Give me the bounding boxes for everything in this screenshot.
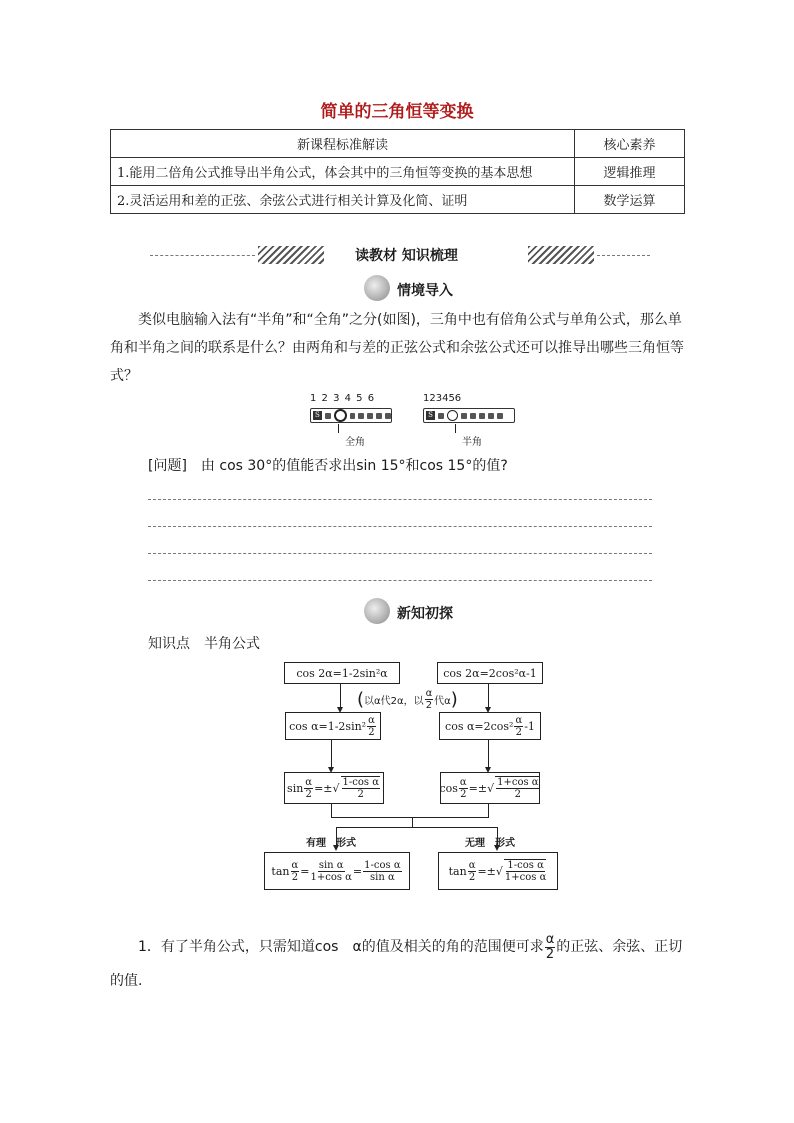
formula-text: tan [448, 864, 467, 878]
table-header: 新课程标准解读 [111, 130, 575, 158]
table-cell: 2.灵活运用和差的正弦、余弦公式进行相关计算及化简、证明 [111, 186, 575, 214]
half-width-moon-icon [447, 410, 458, 421]
denominator: 2 [291, 871, 299, 883]
box-cosa-cos-half [439, 712, 541, 740]
ime-dot-icon [358, 413, 364, 419]
paren-left: ( [357, 688, 365, 710]
fraction [367, 715, 376, 738]
ime-dot-icon [325, 413, 331, 419]
fraction [425, 688, 434, 711]
fraction [310, 860, 351, 883]
table-row [111, 186, 685, 214]
formula-text: sin [287, 781, 304, 795]
formula-text: =± [468, 781, 488, 795]
full-digits: 1 2 3 4 5 6 [310, 393, 376, 404]
formula-text: cos [439, 781, 458, 795]
pointer-line [455, 424, 456, 433]
equals-sign: = [300, 864, 310, 878]
divider [150, 255, 255, 256]
banner-stripes-left [258, 246, 324, 264]
denominator: 2 [468, 871, 476, 883]
standards-table [110, 129, 685, 214]
note-paragraph [110, 930, 685, 998]
box-cos2a-sin: cos 2α=1-2sin²α [284, 662, 400, 684]
radical-sign: √ [487, 781, 495, 795]
ime-dot-icon [461, 413, 467, 419]
divider [597, 255, 650, 256]
half-digits: 123456 [423, 393, 462, 404]
numerator: sin α [318, 859, 344, 871]
denominator: 2 [460, 788, 467, 800]
formula-text: cos α=1-2sin² [289, 719, 367, 733]
connector-line [331, 803, 332, 817]
answer-line [148, 499, 652, 500]
table-cell: 数学运算 [575, 186, 685, 214]
box-sin-half-root [284, 772, 384, 804]
square-root [487, 776, 540, 800]
section-heading: 情境导入 [397, 283, 453, 299]
numerator: α [545, 931, 555, 947]
connector-line [331, 817, 489, 818]
numerator: α [291, 859, 299, 871]
section-banner [150, 244, 650, 266]
box-cos-half-root [440, 772, 540, 804]
paren-right: ) [450, 688, 458, 710]
ime-logo-icon: S [426, 411, 435, 420]
equals-sign: = [352, 864, 363, 878]
ime-logo-icon: S [313, 411, 322, 420]
table-header: 核心素养 [575, 130, 685, 158]
pointer-line [338, 424, 339, 433]
banner-label: 读教材 知识梳理 [355, 248, 458, 264]
formula-text: =± [314, 781, 333, 795]
fraction [514, 715, 523, 738]
ime-dot-icon [367, 413, 373, 419]
fraction [545, 933, 556, 962]
box-tan-irrational [438, 852, 558, 890]
denominator: 2 [514, 789, 522, 800]
ime-dot-icon [479, 413, 485, 419]
radical-sign: √ [332, 781, 340, 795]
full-label: 全角 [345, 437, 365, 448]
intro-paragraph: 类似电脑输入法有“半角”和“全角”之分(如图)，三角中也有倍角公式与单角公式，那么单角和半角之间的联系是什么？由两角和与差的正弦公式和余弦公式还可以推导出哪些三角恒等式？ [110, 312, 684, 384]
box-cos2a-cos: cos 2α=2cos²α-1 [437, 662, 543, 684]
table-row [111, 158, 685, 186]
table-cell: 逻辑推理 [575, 158, 685, 186]
denominator: 2 [357, 789, 364, 800]
answer-line [148, 526, 652, 527]
substitution-note [357, 685, 458, 713]
numerator: α [459, 776, 467, 788]
note-text: 的正弦、余弦、正切的值. [110, 939, 683, 989]
denominator: 2 [545, 946, 555, 962]
formula-text: tan [271, 864, 290, 878]
fraction [468, 860, 477, 883]
fraction [363, 860, 401, 883]
formula-text: =± [477, 864, 496, 878]
connector-line [488, 803, 489, 817]
numerator: α [368, 714, 375, 726]
ime-dot-icon [488, 413, 494, 419]
note-text: 1．有了半角公式，只需知道cos α的值及相关的角的范围便可求 [138, 939, 544, 955]
fraction [495, 776, 539, 800]
denominator: 1+cos α [310, 871, 352, 883]
rational-form-label: 有理 形式 [306, 838, 356, 849]
denominator: 2 [515, 726, 523, 738]
denominator: 2 [368, 726, 375, 738]
page-title: 简单的三角恒等变换 [320, 102, 474, 122]
denominator: 2 [305, 788, 312, 800]
question-text: [问题] 由 cos 30°的值能否求出sin 15°和cos 15°的值? [148, 458, 508, 474]
ime-dot-icon [350, 413, 356, 419]
fraction [504, 859, 546, 883]
numerator: 1-cos α [364, 859, 401, 871]
ime-toolbar-full [310, 408, 392, 423]
numerator: α [305, 776, 313, 788]
connector-line [336, 827, 498, 828]
note-text: 代α [434, 695, 451, 707]
full-width-circle-icon [334, 409, 347, 422]
denominator: 2 [425, 699, 433, 711]
formula-text: -1 [524, 719, 535, 733]
ime-dot-icon [470, 413, 476, 419]
connector-line [412, 817, 413, 827]
box-tan-rational [264, 852, 410, 890]
numerator: α [425, 687, 433, 699]
ime-dot-icon [385, 413, 391, 419]
irrational-form-label: 无理 形式 [465, 838, 515, 849]
fraction [291, 860, 300, 883]
half-label: 半角 [462, 437, 482, 448]
fraction [341, 776, 380, 800]
denominator: sin α [370, 871, 395, 883]
box-cosa-sin-half [285, 712, 381, 740]
ime-dot-icon [497, 413, 503, 419]
numerator: α [515, 714, 523, 726]
formula-text: cos α=2cos² [445, 719, 514, 733]
banner-stripes-right [528, 246, 594, 264]
square-root [496, 859, 547, 883]
numerator: 1+cos α [497, 777, 539, 788]
denominator: 1+cos α [504, 872, 547, 883]
answer-line [148, 580, 652, 581]
answer-line [148, 553, 652, 554]
square-root [333, 776, 381, 800]
section-heading: 新知初探 [397, 606, 453, 622]
section-icon [364, 598, 390, 624]
fraction [459, 777, 468, 800]
numerator: α [468, 859, 476, 871]
numerator: 1-cos α [342, 777, 379, 788]
fraction [304, 777, 313, 800]
note-text: 以α代2α，以 [364, 695, 424, 707]
ime-toolbar-half [423, 408, 515, 423]
knowledge-point-title: 知识点 半角公式 [148, 636, 260, 652]
numerator: 1-cos α [507, 860, 544, 871]
table-cell: 1.能用二倍角公式推导出半角公式，体会其中的三角恒等变换的基本思想 [111, 158, 575, 186]
radical-sign: √ [495, 864, 503, 878]
ime-dot-icon [438, 413, 444, 419]
ime-dot-icon [376, 413, 382, 419]
section-icon [364, 275, 390, 301]
